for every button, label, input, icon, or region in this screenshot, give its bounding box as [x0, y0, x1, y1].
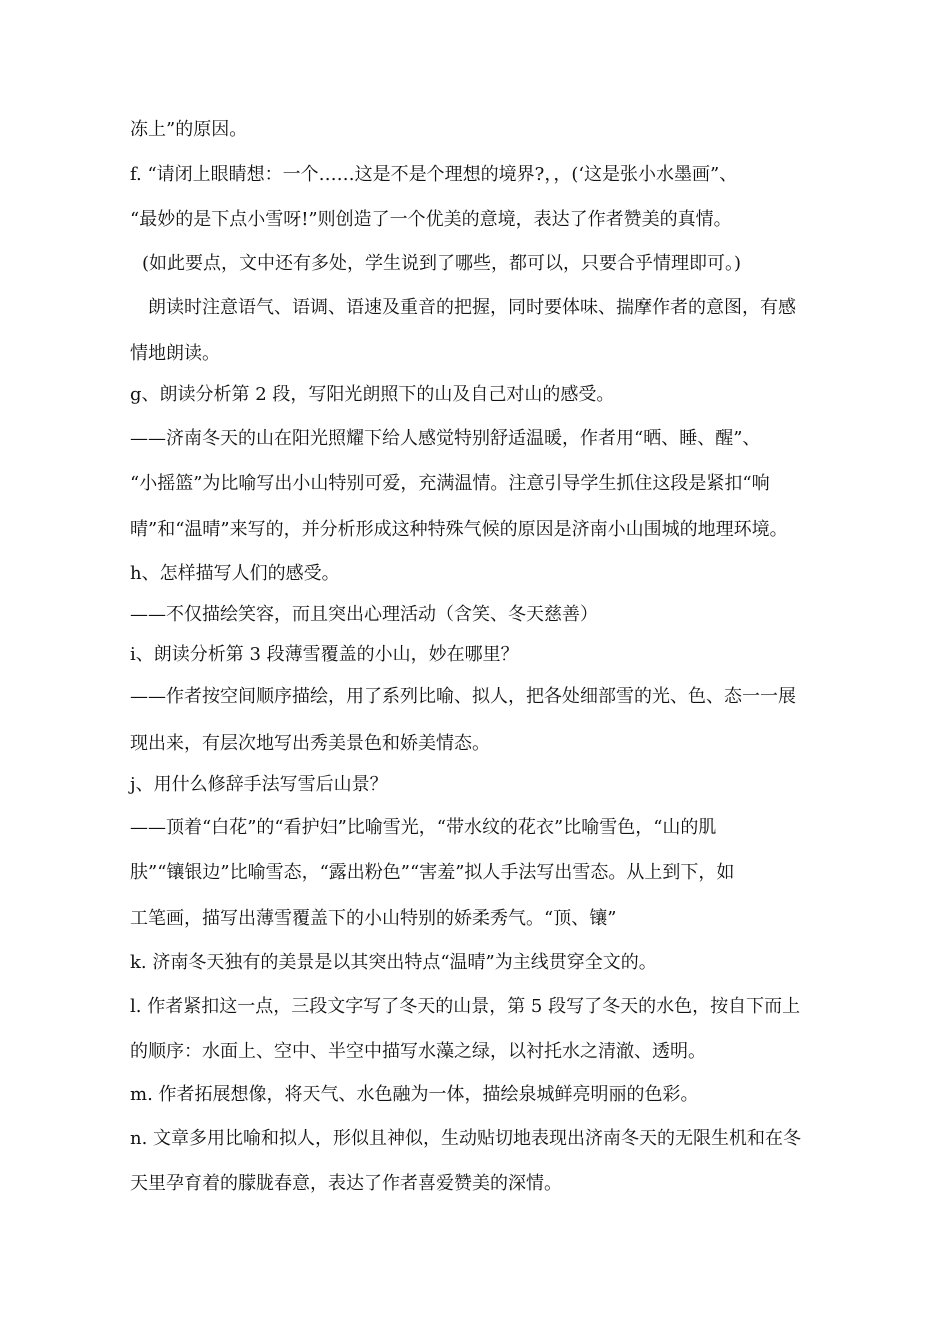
text-line: ——作者按空间顺序描绘，用了系列比喻、拟人，把各处细部雪的光、色、态一一展 — [130, 686, 796, 707]
text-line: h、怎样描写人们的感受。 — [130, 563, 340, 584]
text-line: 朗读时注意语气、语调、语速及重音的把握，同时要体味、揣摩作者的意图，有感 — [148, 297, 796, 318]
text-line: ——济南冬天的山在阳光照耀下给人感觉特别舒适温暖，作者用“晒、睡、醒”、 — [130, 428, 761, 449]
text-line: 的顺序：水面上、空中、半空中描写水藻之绿，以衬托水之清澈、透明。 — [130, 1041, 706, 1062]
text-line: 现出来，有层次地写出秀美景色和娇美情态。 — [130, 733, 490, 754]
text-line: 情地朗读。 — [130, 343, 220, 364]
text-line: l. 作者紧扣这一点，三段文字写了冬天的山景，第 5 段写了冬天的水色，按自下而上 — [130, 996, 801, 1017]
text-line: g、朗读分析第 2 段，写阳光朗照下的山及自己对山的感受。 — [130, 384, 615, 405]
text-line: 天里孕育着的朦胧春意，表达了作者喜爱赞美的深情。 — [130, 1173, 562, 1194]
text-line: ——不仅描绘笑容，而且突出心理活动（含笑、冬天慈善） — [130, 604, 598, 625]
text-line: “最妙的是下点小雪呀!”则创造了一个优美的意境，表达了作者赞美的真情。 — [130, 209, 732, 230]
text-line: n. 文章多用比喻和拟人，形似且神似，生动贴切地表现出济南冬天的无限生机和在冬 — [130, 1128, 802, 1149]
text-line: f. “请闭上眼睛想：一个……这是不是个理想的境界?，，(‘这是张小水墨画”、 — [130, 164, 738, 185]
text-line: i、朗读分析第 3 段薄雪覆盖的小山，妙在哪里？ — [130, 644, 519, 665]
text-line: (如此要点，文中还有多处，学生说到了哪些，都可以，只要合乎情理即可。) — [142, 253, 742, 274]
text-line: m. 作者拓展想像，将天气、水色融为一体，描绘泉城鲜亮明丽的色彩。 — [130, 1084, 699, 1105]
text-line: 冻上”的原因。 — [130, 119, 248, 140]
text-line: 工笔画，描写出薄雪覆盖下的小山特别的娇柔秀气。“顶、镶” — [130, 908, 617, 929]
text-line: “小摇篮”为比喻写出小山特别可爱，充满温情。注意引导学生抓住这段是紧扣“响 — [130, 473, 770, 494]
text-line: 肤”“镶银边”比喻雪态，“露出粉色”“害羞”拟人手法写出雪态。从上到下，如 — [130, 862, 735, 883]
text-line: k. 济南冬天独有的美景是以其突出特点“温晴”为主线贯穿全文的。 — [130, 952, 657, 973]
text-line: 晴”和“温晴”来写的，并分析形成这种特殊气候的原因是济南小山围城的地理环境。 — [130, 519, 788, 540]
text-line: ——顶着“白花”的“看护妇”比喻雪光，“带水纹的花衣”比喻雪色，“山的肌 — [130, 817, 717, 838]
text-line: j、用什么修辞手法写雪后山景？ — [130, 774, 388, 795]
